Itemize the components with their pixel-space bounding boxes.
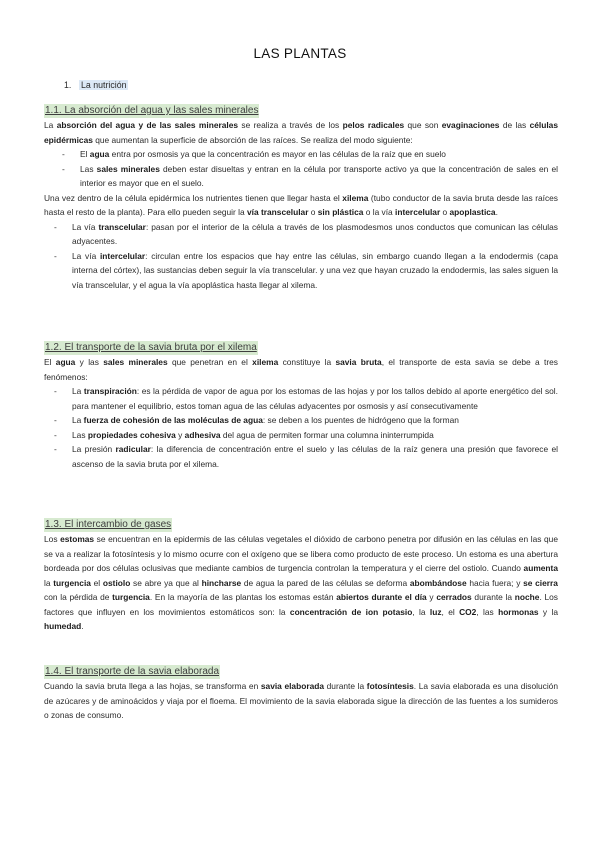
- text-run: Cuando la savia bruta llega a las hojas, se transforma en: [44, 681, 261, 691]
- text-run: hacia fuera; y: [466, 577, 524, 588]
- bold-text: turgencia: [112, 592, 150, 602]
- bold-text: abombándose: [409, 577, 467, 588]
- text-run: Las: [80, 163, 97, 174]
- text-run: La vía: [72, 250, 100, 261]
- bold-text: luz: [429, 606, 442, 617]
- text-run: se abre ya que al: [130, 577, 202, 588]
- section-1-heading: [64, 80, 128, 90]
- list-item: - La fuerza de cohesión de las moléculas de agua: se deben a los puentes de hidrógeno que la forman: [54, 415, 459, 425]
- list-item: - La presión radicular: la diferencia de concentración entre el suelo y las células de la raíz genera una presión que favorece el ascenso de la savia bruta por el xilema.: [54, 444, 558, 469]
- bold-text: abiertos durante el día: [336, 592, 427, 602]
- text-run: La: [72, 386, 84, 396]
- bold-text: células epidérmicas: [44, 120, 558, 145]
- bold-text: absorción del agua y de las sales minerales: [56, 120, 239, 130]
- text-run: , el transporte de esta savia se debe a tres fenómenos:: [44, 357, 558, 382]
- text-run: .: [81, 621, 84, 631]
- text-run: : circulan entre los espacios que hay entre las células, sin embargo cuando llegan a la endodermis (capa interna del córtex), las sustancias deben seguir la vía transcelular. y una vez que hayan cruzado la endodermis, las sales siguen la vía transcelular, y el agua la vía apoplástica hasta llegar al xilema.: [72, 250, 558, 290]
- text-run: o la vía: [363, 207, 396, 217]
- bold-text: fotosíntesis: [366, 681, 414, 691]
- text-run: El: [80, 149, 90, 159]
- section-1-label: La nutrición: [81, 80, 127, 90]
- bold-text: sales minerales: [96, 163, 160, 174]
- bold-text: fuerza de cohesión de las moléculas de agua: [83, 415, 263, 425]
- text-run: o: [440, 207, 450, 217]
- section-1-4: [44, 664, 558, 723]
- bullet-list: [44, 147, 558, 191]
- text-run: El: [44, 357, 56, 367]
- bold-text: CO2: [459, 606, 477, 617]
- text-run: La presión: [72, 444, 116, 454]
- text-run: . Los factores que influyen en los movimientos estomáticos son: la: [44, 592, 558, 617]
- bold-text: humedad: [44, 621, 82, 631]
- text-run: . La savia elaborada es una disolución de azúcares y de aminoácidos y viaja por el floema. El movimiento de la savia elaborada sigue la dirección de las fuentes a los sumideros o zonas de consumo.: [44, 681, 559, 720]
- bold-text: adhesiva: [184, 429, 221, 440]
- text-run: de agua la pared de las células se deforma: [241, 577, 410, 588]
- text-run: se realiza a través de los: [238, 120, 343, 130]
- text-run: La vía: [72, 221, 99, 232]
- document-title: LAS PLANTAS: [253, 46, 347, 61]
- bold-text: agua: [89, 149, 110, 159]
- text-run: o: [308, 207, 318, 217]
- text-run: y: [426, 592, 437, 602]
- list-item: - La transpiración: es la pérdida de vapor de agua por los estomas de las hojas y por los tallos debido al aporte energético del sol. para mantener el equilibrio, estos toman agua de las células adyacentes por osmosis y así consecutivamente: [54, 386, 558, 411]
- bold-text: estomas: [60, 534, 95, 544]
- section-1-3: [44, 517, 558, 634]
- list-item: - Las sales minerales deben estar disueltas y entran en la célula por transporte activo ya que la concentración de sales en el interior es mayor que en el suelo.: [62, 163, 558, 188]
- list-item: - Las propiedades cohesiva y adhesiva del agua de permiten formar una columna ininterrumpida: [54, 429, 434, 440]
- section-1-1: [44, 103, 558, 292]
- text-run: La: [44, 120, 57, 130]
- text-run: la: [44, 577, 54, 588]
- bold-text: transpiración: [83, 386, 137, 396]
- text-run: .: [495, 207, 498, 217]
- bold-text: propiedades cohesiva: [87, 429, 176, 440]
- text-run: durante la: [324, 681, 367, 691]
- text-run: el: [90, 577, 103, 588]
- text-run: : se deben a los puentes de hidrógeno que la forman: [262, 415, 459, 425]
- bold-text: noche: [514, 592, 540, 602]
- section-1-2: [44, 340, 558, 471]
- bold-text: aumenta: [523, 563, 558, 573]
- text-run: : pasan por el interior de la célula a través de los plasmodesmos unos conductos que comunican las células adyacentes.: [72, 221, 558, 246]
- section-1-1-heading: 1.1. La absorción del agua y las sales minerales: [45, 105, 259, 116]
- bold-text: pelos radicales: [342, 120, 405, 130]
- bullet-list: [44, 220, 558, 293]
- text-run: La: [72, 415, 84, 425]
- bold-text: radicular: [115, 444, 151, 454]
- text-run: que aumentan la superficie de absorción de las raíces. Se realiza del modo siguiente:: [92, 134, 413, 145]
- text-run: . En la mayoría de las plantas los estomas están: [149, 592, 337, 602]
- bold-text: sin plástica: [317, 207, 364, 217]
- text-run: deben estar disueltas y entran en la célula por transporte activo ya que la concentración de sales en el interior es mayor que en el suelo.: [80, 163, 558, 188]
- bold-text: savia bruta: [335, 357, 382, 367]
- bold-text: transcelular: [98, 221, 146, 232]
- text-run: Las: [72, 429, 88, 440]
- bold-text: evaginaciones: [441, 120, 500, 130]
- section-1-3-heading: 1.3. El intercambio de gases: [45, 519, 172, 530]
- text-run: se encuentran en la epidermis de las células vegetales el dióxido de carbono penetra por difusión en las células en las que se va a realizar la fotosíntesis y lo mismo ocurre con el oxígeno que se libera como producto de este proceso. Un estoma es una abertura bordeada por dos células oclusivas que mediante cambios de turgencia controlan la temperatura y el cierre del ostiolo. Cuando: [44, 534, 558, 573]
- text-run: de las: [499, 120, 530, 130]
- bold-text: agua: [55, 357, 76, 367]
- bold-text: hormonas: [498, 606, 539, 617]
- paragraph: [44, 679, 558, 723]
- bold-text: ostiolo: [102, 577, 131, 588]
- section-1-2-heading: 1.2. El transporte de la savia bruta por el xilema: [45, 342, 257, 353]
- text-run: del agua de permiten formar una columna ininterrumpida: [220, 429, 434, 440]
- bold-text: hincharse: [201, 577, 242, 588]
- bold-text: concentración de ion potasio: [289, 606, 413, 617]
- bold-text: savia elaborada: [260, 681, 325, 691]
- text-run: que son: [404, 120, 442, 130]
- text-run: , el: [441, 606, 460, 617]
- bold-text: xilema: [342, 192, 369, 203]
- paragraph: [44, 532, 558, 634]
- paragraph: [44, 355, 558, 384]
- list-item: - El agua entra por osmosis ya que la concentración es mayor en las células de la raíz que en suelo: [62, 149, 446, 159]
- bold-text: apoplastica: [449, 207, 496, 217]
- paragraph: [44, 118, 558, 147]
- bold-text: vía transcelular: [247, 207, 309, 217]
- bold-text: se cierra: [523, 577, 558, 588]
- paragraph: [44, 191, 558, 220]
- text-run: , las: [476, 606, 499, 617]
- text-run: , la: [412, 606, 430, 617]
- bold-text: xilema: [252, 357, 279, 367]
- bullet-list: [44, 384, 558, 471]
- section-1-4-heading: 1.4. El transporte de la savia elaborada: [45, 666, 219, 677]
- text-run: : es la pérdida de vapor de agua por los estomas de las hojas y por los tallos debido al aporte energético del sol. para mantener el equilibrio, estos toman agua de las células adyacentes por osmosis y así consecutivamente: [72, 386, 558, 411]
- text-run: durante la: [471, 592, 515, 602]
- bold-text: intercelular: [99, 250, 146, 261]
- section-1-number: 1.: [64, 80, 72, 90]
- text-run: : la diferencia de concentración entre el suelo y las células de la raíz genera una presión que favorece el ascenso de la savia bruta por el xilema.: [72, 444, 558, 469]
- text-run: y la: [538, 606, 558, 617]
- text-run: Los: [44, 534, 61, 544]
- text-run: que penetran en el: [167, 357, 253, 367]
- text-run: constituye la: [278, 357, 336, 367]
- bold-text: intercelular: [395, 207, 441, 217]
- list-item: - La vía transcelular: pasan por el interior de la célula a través de los plasmodesmos unos conductos que comunican las células adyacentes.: [54, 221, 558, 246]
- list-item: - La vía intercelular: circulan entre los espacios que hay entre las células, sin embargo cuando llegan a la endodermis (capa interna del córtex), las sustancias deben seguir la vía transcelular. y una vez que hayan cruzado la endodermis, las sales siguen la vía transcelular, y el agua la vía apoplástica hasta llegar al xilema.: [54, 250, 558, 290]
- text-run: y las: [75, 357, 104, 367]
- text-run: y: [175, 429, 185, 440]
- bold-text: cerrados: [436, 592, 472, 602]
- bold-text: turgencia: [53, 577, 91, 588]
- text-run: con la pérdida de: [44, 592, 113, 602]
- text-run: entra por osmosis ya que la concentración es mayor en las células de la raíz que en suelo: [109, 149, 446, 159]
- bold-text: sales minerales: [103, 357, 168, 367]
- text-run: (tubo conductor de la savia bruta desde las raíces hasta el resto de la planta). Para ello pueden seguir la: [44, 192, 558, 217]
- text-run: Una vez dentro de la célula epidérmica los nutrientes tienen que llegar hasta el: [44, 192, 343, 203]
